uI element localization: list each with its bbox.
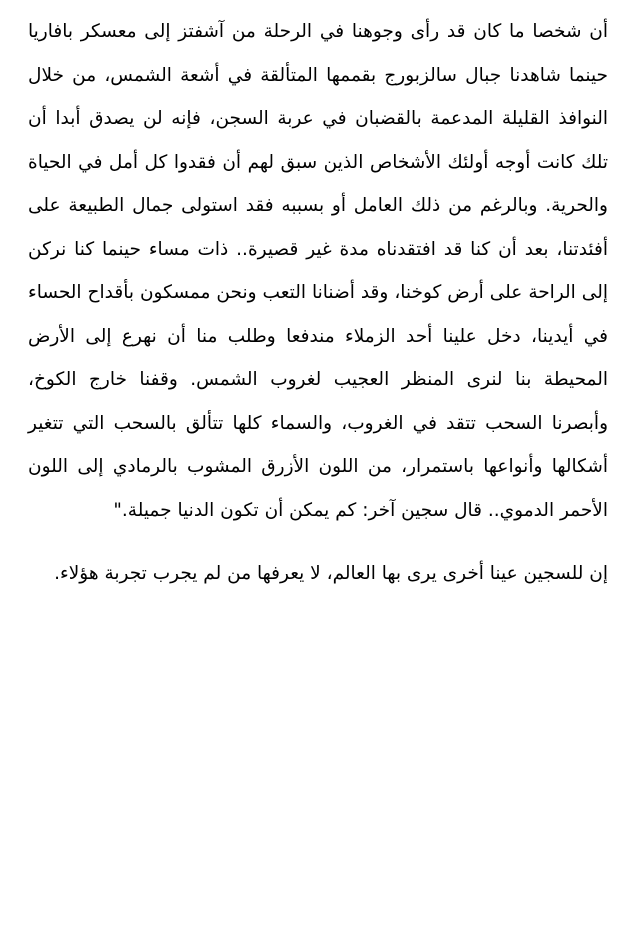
paragraph-prisoner-eye: إن للسجين عينا أخرى يرى بها العالم، لا يعرفها من لم يجرب تجربة هؤلاء. [54, 563, 608, 584]
paragraph-sunset-story: أن شخصا ما كان قد رأى وجوهنا في الرحلة من آشفتز إلى معسكر بافاريا حينما شاهدنا جبال سالزبورج بقممها المتألقة في أشعة الشمس، من خلال النوافذ القليلة المدعمة بالقضبان في عربة السجن، فإنه لن يصدق أبدا أن تلك كانت أوجه أولئك الأشخاص الذين سبق لهم أن فقدوا كل أمل في الحياة والحرية. وبالرغم من ذلك العامل أو بسببه فقد استولى جمال الطبيعة على أفئدتنا، بعد أن كنا قد افتقدناه مدة غير قصيرة.. ذات مساء حينما كنا نركن إلى الراحة على أرض كوخنا، وقد أضنانا التعب ونحن ممسكون بأقداح الحساء في أيدينا، دخل علينا أحد الزملاء مندفعا وطلب منا أن نهرع إلى الأرض المحيطة بنا لنرى المنظر العجيب لغروب الشمس. وقفنا خارج الكوخ، وأبصرنا السحب تتقد في الغروب، والسماء كلها تتألق بالسحب التي تتغير أشكالها وأنواعها باستمرار، من اللون الأزرق المشوب بالرمادي إلى اللون الأحمر الدموي.. قال سجين آخر: كم يمكن أن تكون الدنيا جميلة." [28, 21, 608, 521]
